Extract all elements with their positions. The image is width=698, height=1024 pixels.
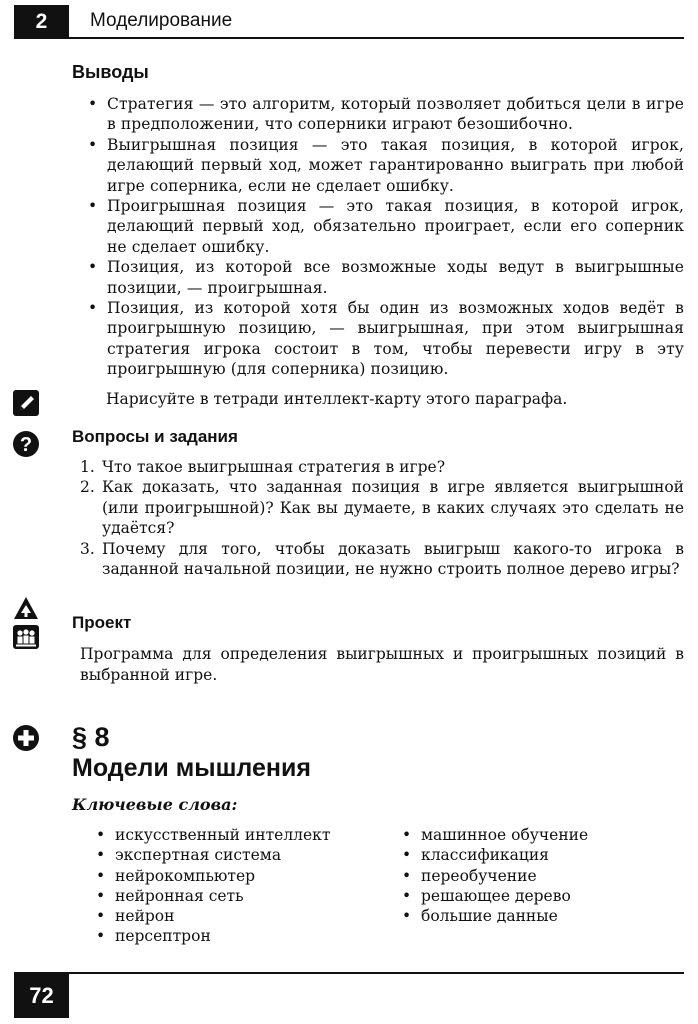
footer-rule (14, 972, 684, 974)
header-rule (69, 37, 684, 39)
keywords-right (402, 825, 682, 926)
svg-text:?: ? (19, 434, 33, 456)
question-number: 1. (80, 458, 95, 476)
questions-list (80, 457, 684, 579)
chapter-title: Моделирование (90, 10, 233, 31)
question-icon (12, 430, 40, 458)
questions-heading: Вопросы и задания (72, 427, 238, 446)
keyword-item: • нейронная сеть (96, 886, 396, 906)
chapter-number-badge: 2 (14, 5, 69, 39)
conclusion-item: • Стратегия — это алгоритм, который позволяет добиться цели в игре в предположении, что соперники играют безошибочно. (88, 94, 684, 135)
conclusions-list (88, 94, 684, 380)
tree-icon (12, 596, 40, 620)
section-title: Модели мышления (72, 754, 311, 782)
plus-icon (12, 724, 40, 752)
conclusion-item: • Выигрышная позиция — это такая позиция, в которой игрок, делающий первый ход, может гарантированно выиграть при любой игре соперника, если не сделает ошибку. (88, 135, 684, 196)
keyword-item: • нейрон (96, 906, 396, 926)
question-item (80, 539, 684, 580)
page-number: 72 (14, 974, 69, 1018)
conclusion-item: • Проигрышная позиция — это такая позиция, в которой игрок, делающий первый ход, обязательно проиграет, если его соперник не сделает ошибку. (88, 196, 684, 257)
project-text: Программа для определения выигрышных и проигрышных позиций в выбранной игре. (80, 645, 684, 684)
keywords-label: Ключевые слова: (72, 795, 238, 814)
conclusion-item: • Позиция, из которой все возможные ходы ведут в выигрышные позиции, — проигрышная. (88, 257, 684, 298)
keyword-item: • нейрокомпьютер (96, 866, 396, 886)
keyword-item: • искусственный интеллект (96, 825, 396, 845)
keyword-item: • переобучение (402, 866, 682, 886)
keyword-item: • классификация (402, 845, 682, 865)
keyword-item: • экспертная система (96, 845, 396, 865)
keyword-item: • персептрон (96, 926, 396, 946)
question-number: 2. (80, 478, 95, 497)
pencil-icon (12, 389, 40, 417)
keyword-item: • большие данные (402, 906, 682, 926)
question-text: Что такое выигрышная стратегия в игре? (102, 458, 446, 476)
keyword-item: • машинное обучение (402, 825, 682, 845)
project-heading: Проект (72, 613, 132, 632)
mindmap-task: Нарисуйте в тетради интеллект-карту этого параграфа. (106, 390, 568, 408)
group-icon (12, 624, 40, 650)
question-number: 3. (80, 539, 95, 558)
question-text: Почему для того, чтобы доказать выигрыш какого-то игрока в заданной начальной позиции, не нужно строить полное дерево игры? (102, 539, 684, 579)
question-text: Как доказать, что заданная позиция в игре является выигрышной (или проигрышной)? Как вы думаете, в каких случаях это сделать не удаётся? (102, 478, 684, 538)
keywords-left (96, 825, 396, 947)
conclusion-item: • Позиция, из которой хотя бы один из возможных ходов ведёт в проигрышную позицию, — выигрышная, при этом выигрышная стратегия игрока состоит в том, чтобы перевести игру в эту проигрышную (для соперника) позицию. (88, 298, 684, 380)
question-item (80, 457, 684, 477)
conclusions-heading: Выводы (72, 62, 149, 82)
question-item (80, 477, 684, 538)
keyword-item: • решающее дерево (402, 886, 682, 906)
section-number: § 8 (72, 722, 110, 752)
